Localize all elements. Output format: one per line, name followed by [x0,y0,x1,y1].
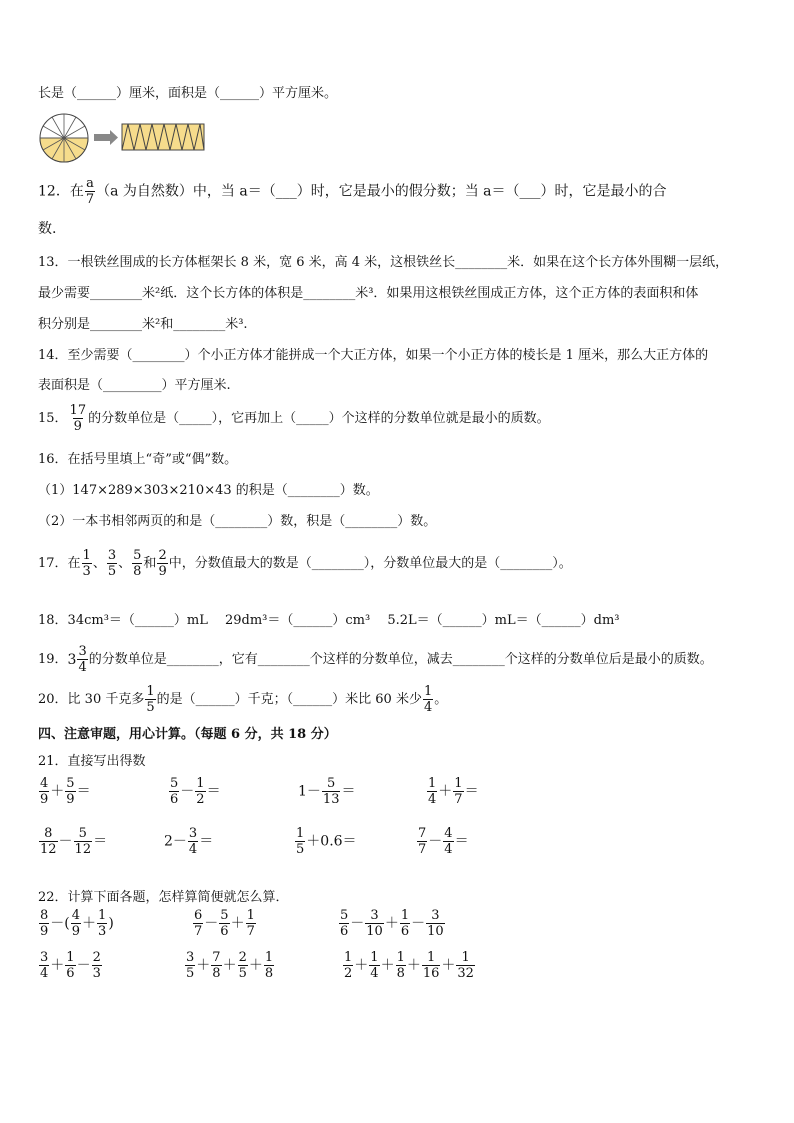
q13-line-1: 13．一根铁丝围成的长方体框架长 8 米，宽 6 米，高 4 米，这根铁丝长________米．如果在这个长方体外围糊一层纸， [38,255,729,270]
q15-fraction: $\frac{17}{9}$ [69,403,87,434]
q13-line-3: 积分别是________米²和________米³. [38,317,248,332]
q21-expr-4: $\frac{1}{4}$ ＋ $\frac{1}{7}$ ＝ [428,776,479,807]
q14-line-2: 表面积是（_________）平方厘米. [38,378,231,393]
q12-text-2: 数. [38,221,57,237]
q22-expr-2: $\frac{6}{7}$ － $\frac{5}{6}$ ＋ $\frac{1}{7}$ [194,908,255,939]
circle-to-rectangle-illustration [38,112,208,164]
q17-fraction-4: $\frac{2}{9}$ [158,548,167,579]
q13-line-2: 最少需要________米²纸．这个长方体的体积是________米³．如果用这根铁丝围成正方体，这个正方体的表面积和体 [38,286,699,301]
q19-number: 19． [38,652,68,667]
q22-expr-1: $\frac{8}{9}$ －( $\frac{4}{9}$ ＋ $\frac{1}{3}$ ) [40,908,114,939]
q14-line-1: 14．至少需要（________）个小正方体才能拼成一个大正方体，如果一个小正方体的棱长是 1 厘米，那么大正方体的 [38,348,709,363]
q17-sep-3: 和 [143,556,157,571]
question-15 [38,403,550,434]
q17-text: 中，分数值最大的数是（________），分数单位最大的是（________）。 [168,556,572,571]
q20-fraction-1: $\frac{1}{5}$ [146,684,155,715]
q15-number: 15． [38,411,68,426]
q19-text: 的分数单位是________，它有________个这样的分数单位，减去________个这样的分数单位后是最小的质数。 [88,652,713,667]
q17-fraction-3: $\frac{5}{8}$ [133,548,142,579]
q15-text: 的分数单位是（_____），它再加上（_____）个这样的分数单位就是最小的质数。 [88,411,550,426]
q20-number: 20．比 30 千克多 [38,692,145,707]
question-19 [38,644,713,675]
q21-expr-1: $\frac{4}{9}$ ＋ $\frac{5}{9}$ ＝ [40,776,91,807]
q20-text: 的是（______）千克；（______）米比 60 米少 [156,692,422,707]
q21-expr-7: $\frac{1}{5}$ ＋0.6＝ [296,826,357,857]
q22-expr-3: $\frac{5}{6}$ － $\frac{3}{10}$ ＋ $\frac{1}{6}$ － $\frac{3}{10}$ [340,908,444,939]
q22-expr-5: $\frac{3}{5}$ ＋ $\frac{7}{8}$ ＋ $\frac{2}{5}$ ＋ $\frac{1}{8}$ [186,950,274,981]
question-18: 18．34cm³＝（______）mL 29dm³＝（______）cm³ 5.2L＝（______）mL＝（______）dm³ [38,613,620,628]
question-20 [38,684,447,715]
q21-expr-5: $\frac{8}{12}$ － $\frac{5}{12}$ ＝ [40,826,108,857]
q16-line-2: （1）147×289×303×210×43 的积是（________）数。 [38,483,379,498]
q21-expr-8: $\frac{7}{7}$ － $\frac{4}{4}$ ＝ [418,826,469,857]
q12-text: （a 为自然数）中，当 a＝（___）时，它是最小的假分数；当 a＝（___）时，它是最小的合 [96,183,667,200]
q17-sep-1: 、 [92,556,106,571]
q22-title: 22．计算下面各题，怎样算简便就怎么算． [38,890,289,905]
q21-expr-3: 1－ $\frac{5}{13}$ ＝ [298,776,356,807]
q20-fraction-2: $\frac{1}{4}$ [423,684,433,715]
q17-sep-2: 、 [118,556,132,571]
q16-line-1: 16．在括号里填上“奇”或“偶”数。 [38,452,238,467]
q17-fraction-1: $\frac{1}{3}$ [82,548,91,579]
q19-mixed-number: 3 $\frac{3}{4}$ [67,644,87,675]
q17-fraction-2: $\frac{3}{5}$ [107,548,117,579]
section-4-heading: 四、注意审题，用心计算。（每题 6 分，共 18 分） [38,727,337,742]
q12-number: 12．在 [38,183,84,200]
q21-title: 21．直接写出得数 [38,754,146,769]
question-17 [38,548,572,579]
q21-expr-6: 2－ $\frac{3}{4}$ ＝ [164,826,214,857]
q21-expr-2: $\frac{5}{6}$ － $\frac{1}{2}$ ＝ [170,776,221,807]
q12-fraction: $\frac{a}{7}$ [85,176,95,207]
q20-text-2: 。 [434,692,448,707]
q11-text: 长是（______）厘米，面积是（______）平方厘米。 [38,86,338,101]
q22-expr-4: $\frac{3}{4}$ ＋ $\frac{1}{6}$ － $\frac{2}{3}$ [40,950,101,981]
q17-number: 17．在 [38,556,81,571]
question-12 [38,176,667,207]
q22-expr-6: $\frac{1}{2}$ ＋ $\frac{1}{4}$ ＋ $\frac{1}{8}$ ＋ $\frac{1}{16}$ ＋ $\frac{1}{32}$ [344,950,474,981]
q16-line-3: （2）一本书相邻两页的和是（________）数，积是（________）数。 [38,514,437,529]
